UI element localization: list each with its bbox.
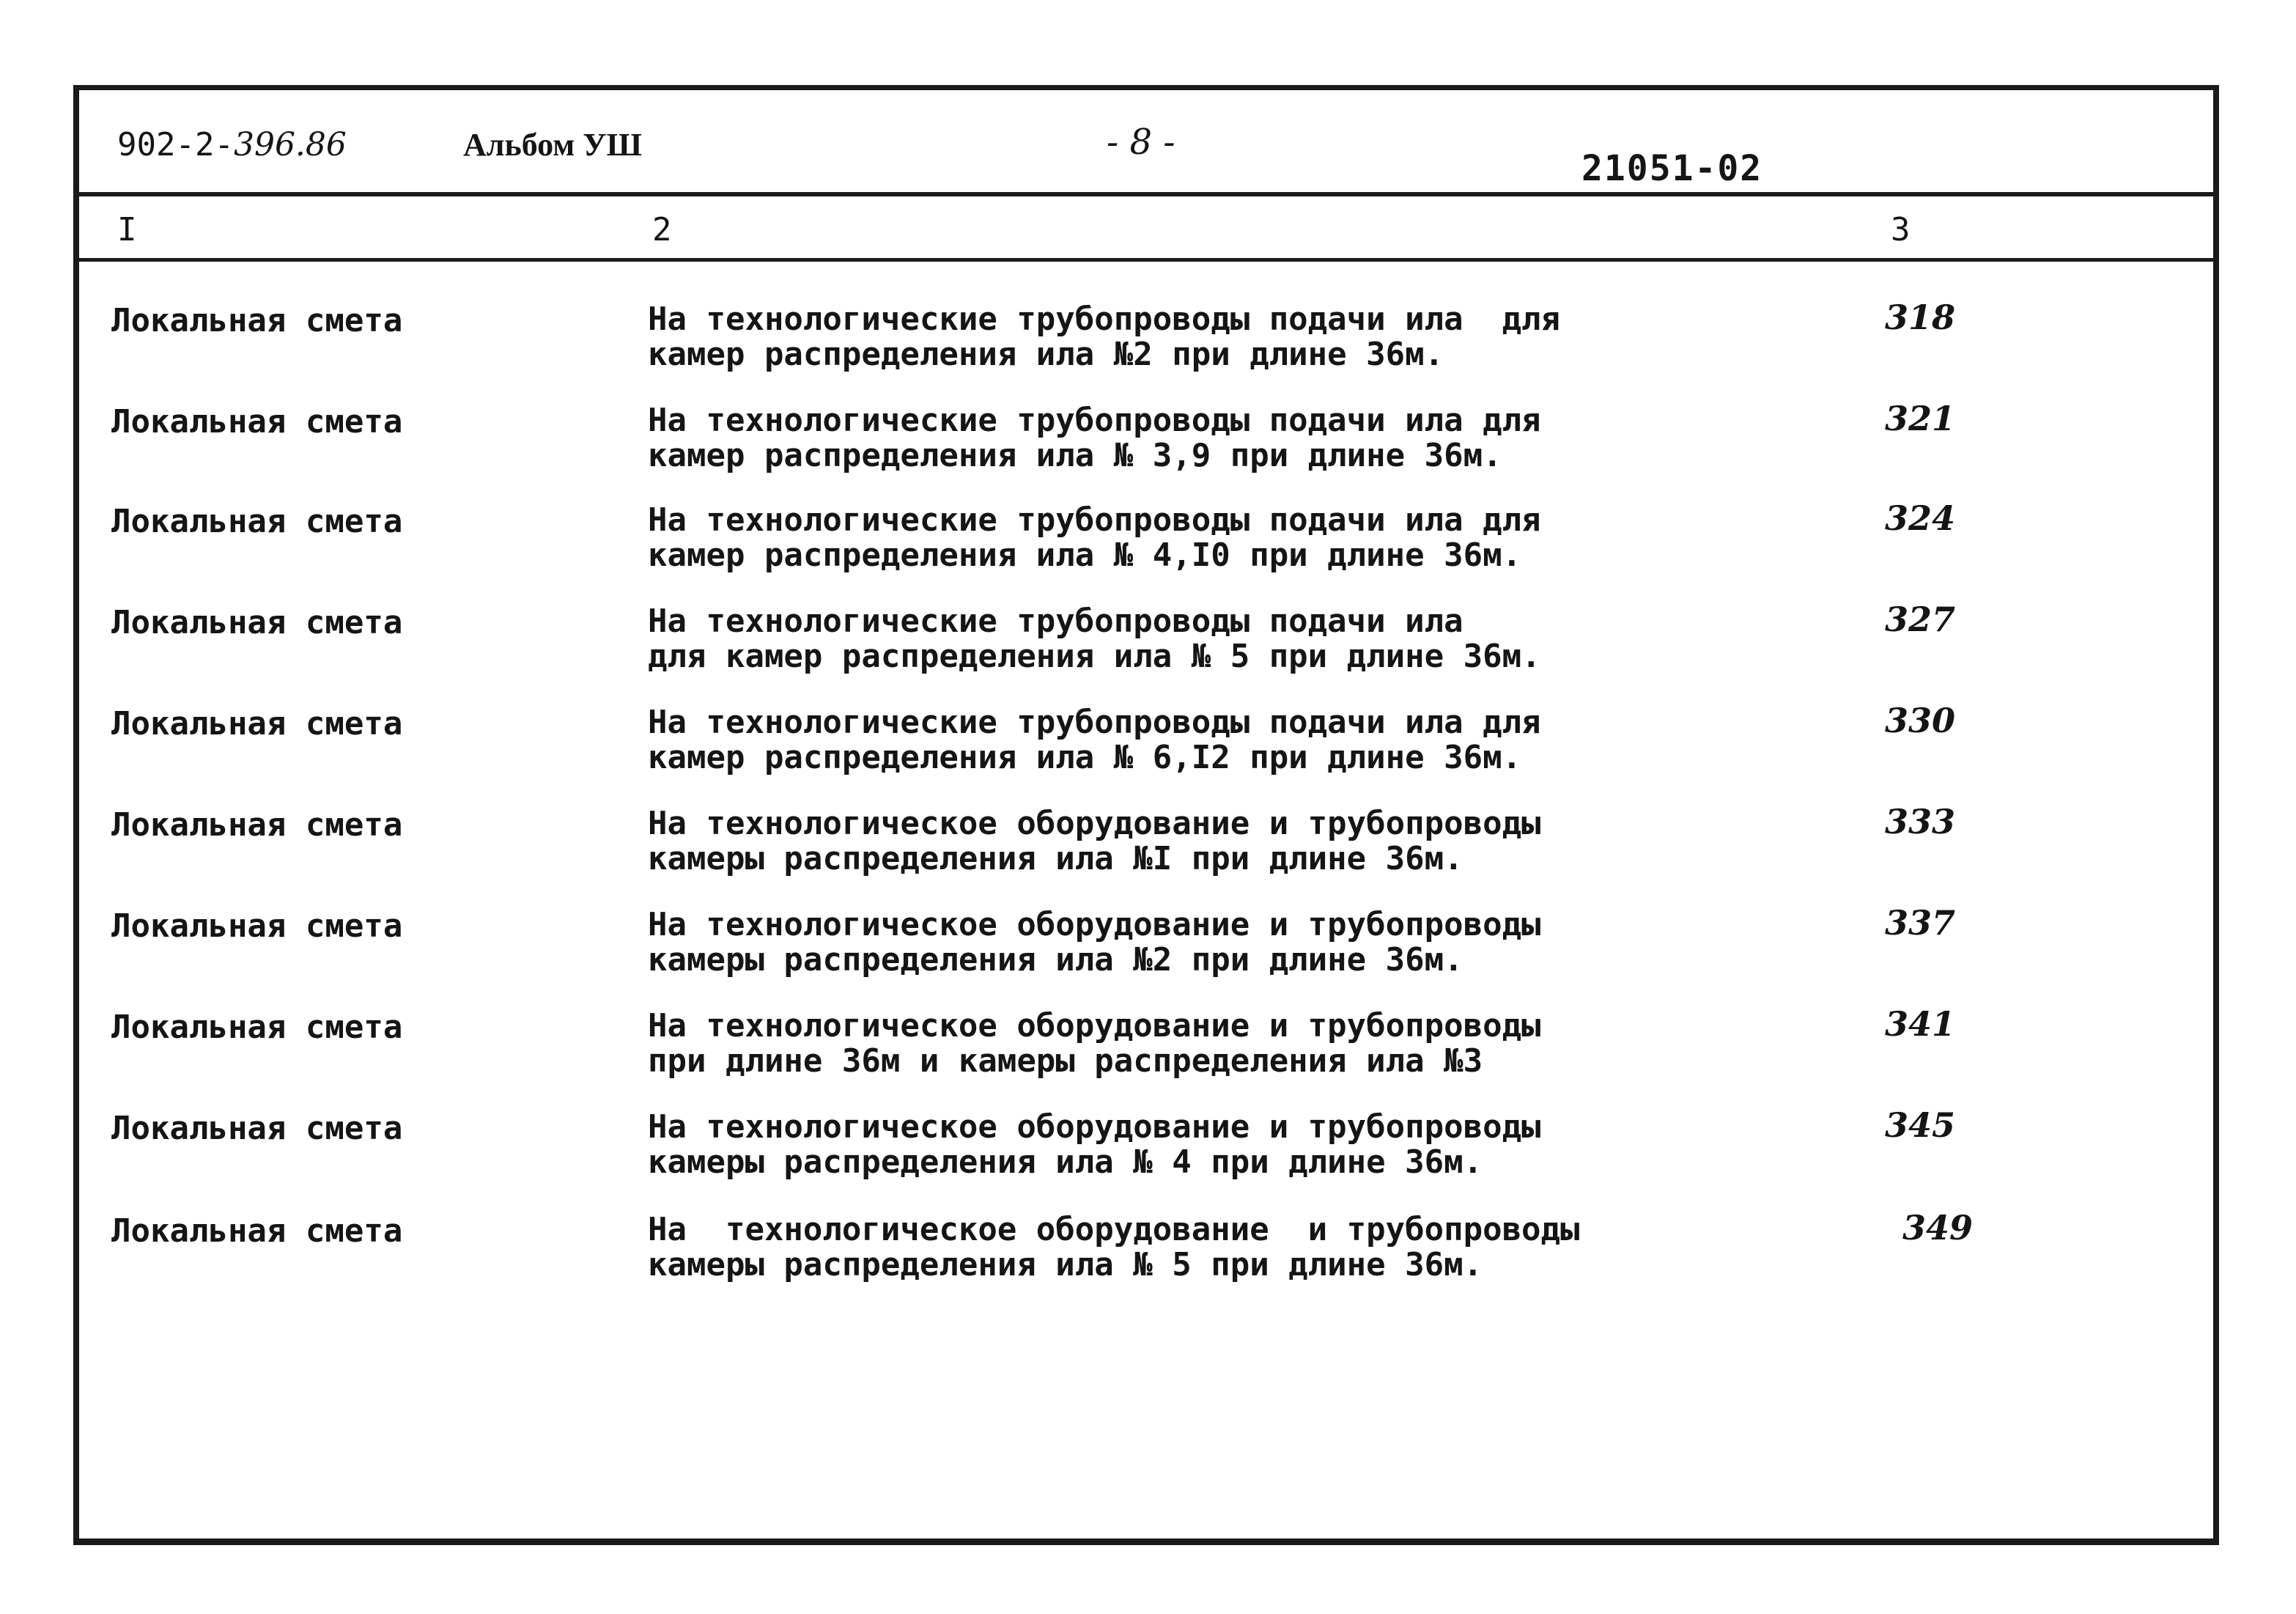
description-line: камер распределения ила № 6,I2 при длине 36м. [648, 739, 1522, 776]
table-row [0, 903, 2296, 1003]
estimate-description [648, 1212, 1580, 1283]
page-reference: 321 [1885, 399, 1956, 438]
description-line: камер распределения ила № 4,I0 при длине 36м. [648, 537, 1522, 574]
estimate-description [648, 503, 1541, 573]
description-line: На технологические трубопроводы подачи ила [648, 603, 1463, 640]
estimate-type: Локальная смета [111, 705, 403, 742]
page-reference: 318 [1885, 298, 1956, 337]
estimate-description [648, 1009, 1541, 1079]
table-row [0, 399, 2296, 498]
table-row [0, 1004, 2296, 1104]
description-line: На технологическое оборудование и трубопроводы [648, 906, 1541, 943]
estimate-type: Локальная смета [111, 403, 403, 441]
column-header-3: 3 [1891, 211, 1911, 248]
description-line: На технологическое оборудование и трубопроводы [648, 1211, 1580, 1248]
page-reference: 337 [1885, 903, 1956, 943]
table-row [0, 1208, 2296, 1308]
page-reference: 349 [1902, 1208, 1974, 1248]
description-line: камер распределения ила №2 при длине 36м. [648, 336, 1444, 373]
estimate-type: Локальная смета [111, 1009, 403, 1046]
page-number: - 8 - [1107, 122, 1175, 163]
estimate-description [648, 705, 1541, 775]
document-code: 21051-02 [1581, 148, 1763, 189]
designation-handwritten: 396.86 [233, 126, 347, 163]
description-line: На технологическое оборудование и трубопроводы [648, 1108, 1541, 1146]
description-line: камеры распределения ила № 4 при длине 36м. [648, 1143, 1483, 1181]
table-row [0, 600, 2296, 699]
table-row [0, 498, 2296, 598]
description-line: для камер распределения ила № 5 при длине 36м. [648, 638, 1541, 675]
column-header-rule [79, 258, 2219, 262]
description-line: камеры распределения ила №I при длине 36м. [648, 840, 1463, 877]
description-line: при длине 36м и камеры распределения ила №3 [648, 1042, 1483, 1080]
estimate-description [648, 806, 1541, 877]
description-line: камер распределения ила № 3,9 при длине 36м. [648, 437, 1502, 474]
table-row [0, 298, 2296, 397]
estimate-type: Локальная смета [111, 503, 403, 540]
description-line: На технологическое оборудование и трубопроводы [648, 1007, 1541, 1044]
estimate-type: Локальная смета [111, 1212, 403, 1250]
column-header-1: I [117, 211, 137, 248]
document-designation [117, 126, 347, 163]
table-row [0, 1105, 2296, 1205]
table-row [0, 701, 2296, 800]
column-header-2: 2 [652, 211, 672, 248]
album-title: Альбом УШ [463, 127, 642, 163]
estimate-description [648, 907, 1541, 978]
estimate-type: Локальная смета [111, 1110, 403, 1147]
table-row [0, 802, 2296, 902]
description-line: камеры распределения ила №2 при длине 36м. [648, 941, 1463, 979]
description-line: камеры распределения ила № 5 при длине 36м. [648, 1246, 1483, 1283]
estimate-description [648, 302, 1560, 372]
description-line: На технологические трубопроводы подачи ила для [648, 402, 1541, 439]
header-rule [79, 192, 2219, 196]
description-line: На технологические трубопроводы подачи ила для [648, 704, 1541, 741]
page-reference: 341 [1885, 1004, 1956, 1044]
description-line: На технологическое оборудование и трубопроводы [648, 805, 1541, 842]
page-reference: 333 [1885, 802, 1956, 841]
description-line: На технологические трубопроводы подачи ила для [648, 301, 1561, 338]
estimate-type: Локальная смета [111, 302, 403, 339]
estimate-type: Локальная смета [111, 604, 403, 641]
page-reference: 327 [1885, 600, 1956, 639]
page-reference: 345 [1885, 1105, 1956, 1145]
estimate-type: Локальная смета [111, 806, 403, 844]
page-reference: 330 [1885, 701, 1956, 740]
page-reference: 324 [1885, 498, 1956, 538]
estimate-description [648, 403, 1541, 473]
description-line: На технологические трубопроводы подачи ила для [648, 501, 1541, 539]
estimate-description [648, 604, 1541, 674]
estimate-type: Локальная смета [111, 907, 403, 945]
estimate-description [648, 1110, 1541, 1180]
designation-prefix: 902-2- [117, 126, 234, 163]
